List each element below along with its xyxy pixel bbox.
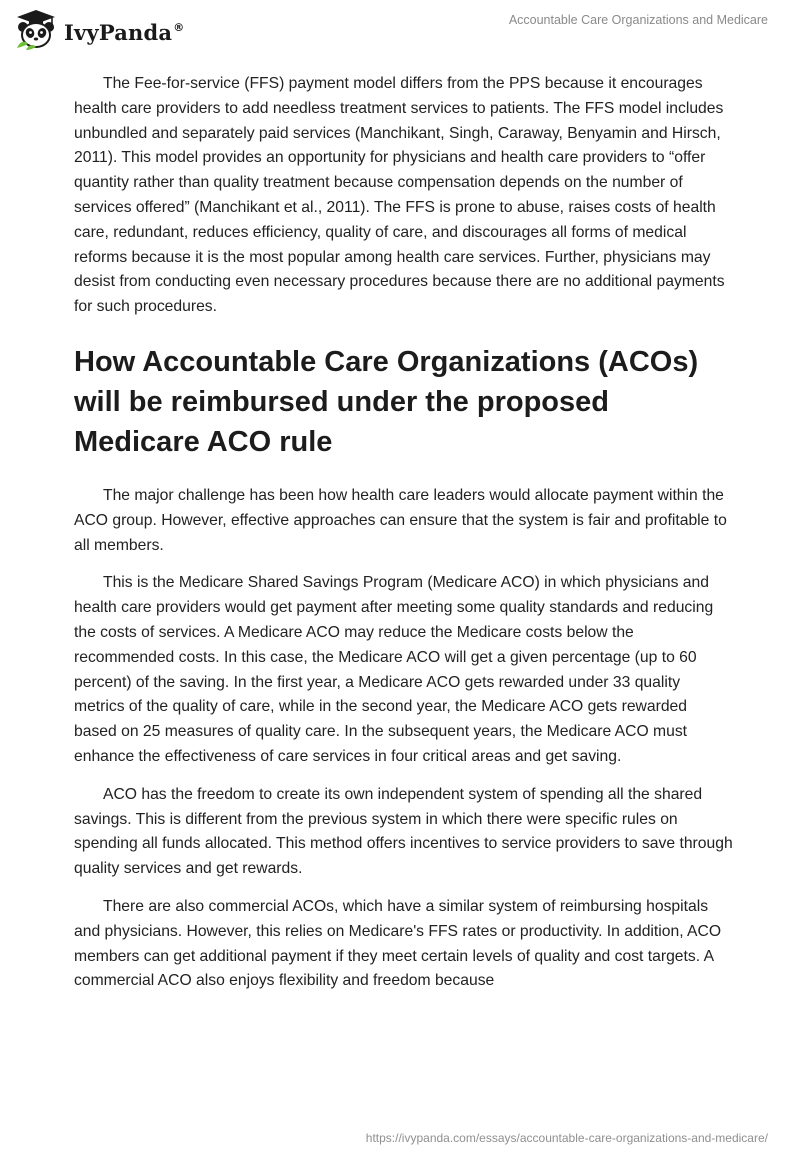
paragraph: ACO has the freedom to create its own independent system of spending all the shared savings. This is different from the previous system in which there were specific rules on spending all funds allocated. This method offers incentives to service providers to save through quality services and get rewards. bbox=[74, 785, 733, 878]
ivypanda-logo[interactable] bbox=[14, 8, 184, 52]
brand-name-text: IvyPanda bbox=[64, 19, 173, 45]
paragraph: There are also commercial ACOs, which have a similar system of reimbursing hospitals and physicians. However, this relies on Medicare's FFS rates or productivity. In addition, ACO members can get additional payment if they meet certain levels of quality and cost targets. A commercial ACO also enjoys flexibility and freedom because bbox=[74, 897, 722, 990]
paragraph: This is the Medicare Shared Savings Program (Medicare ACO) in which physicians and health care providers would get payment after meeting some quality standards and reducing the costs of services. A Medicare ACO may reduce the Medicare costs below the recommended costs. In this case, the Medicare ACO will get a given percentage (up to 60 percent) of the saving. In the first year, a Medicare ACO gets rewarded under 33 quality metrics of the quality of care, while in the second year, the Medicare ACO gets rewarded based on 25 measures of quality care. In the subsequent years, the Medicare ACO must enhance the effectiveness of care services in four critical areas and get saving. bbox=[74, 574, 714, 765]
registered-mark: ® bbox=[173, 20, 185, 34]
panda-graduate-icon bbox=[14, 8, 58, 52]
document-title: Accountable Care Organizations and Medicare bbox=[508, 13, 768, 27]
paragraph: The major challenge has been how health care leaders would allocate payment within the ACO group. However, effective approaches can ensure that the system is fair and profitable to all members. bbox=[74, 486, 727, 554]
section-heading: How Accountable Care Organizations (ACOs) will be reimbursed under the proposed Medicare ACO rule bbox=[74, 345, 699, 458]
source-url[interactable]: https://ivypanda.com/essays/accountable-care-organizations-and-medicare/ bbox=[365, 1131, 768, 1145]
brand-name bbox=[64, 20, 184, 45]
page-header bbox=[0, 0, 800, 60]
paragraph: The Fee-for-service (FFS) payment model differs from the PPS because it encourages health care providers to add needless treatment services to patients. The FFS model includes unbundled and separately paid services (Manchikant, Singh, Caraway, Benyamin and Hirsch, 2011). This model provides an opportunity for physicians and health care providers to “offer quantity rather than quality treatment because compensation depends on the number of services offered” (Manchikant et al., 2011). The FFS is prone to abuse, raises costs of health care, redundant, reduces efficiency, quality of care, and discourages all forms of medical reforms because it is the most popular among health care services. Further, physicians may desist from conducting even necessary procedures because there are no additional payments for such procedures. bbox=[74, 75, 725, 316]
essay-content bbox=[74, 72, 734, 1007]
